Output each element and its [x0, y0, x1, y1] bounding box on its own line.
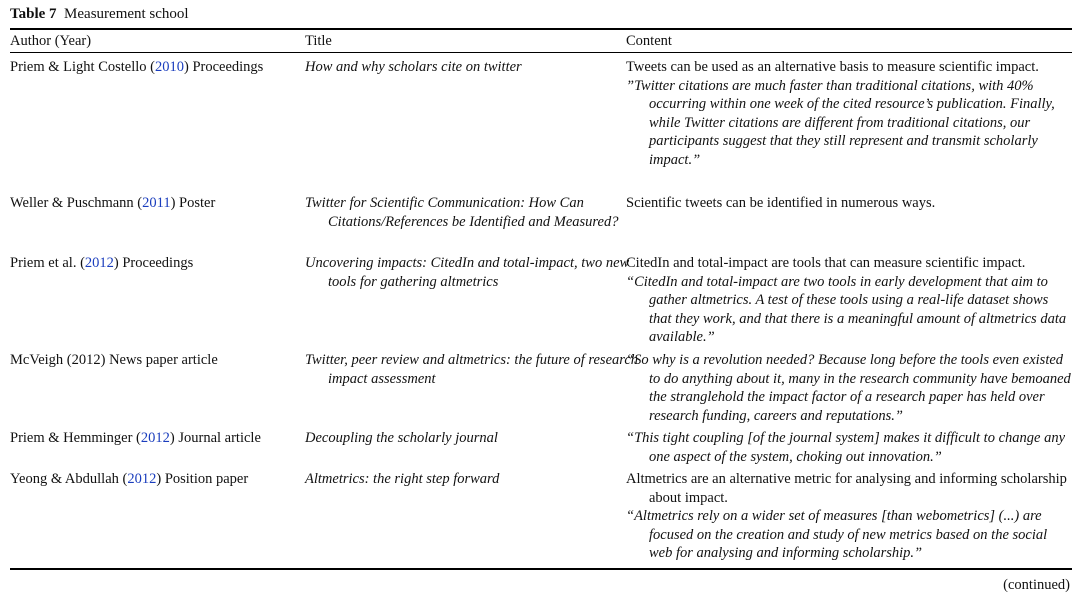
content-quote: “So why is a revolution needed? Because long before the tools even existed to do anything about it, many in the research community have bemoaned the stranglehold the impact factor of a research paper has held over research funding, careers and reputations.” — [626, 352, 1071, 424]
year-link[interactable]: 2012 — [140, 430, 170, 446]
content-quote: “CitedIn and total-impact are two tools in early development that aim to gather altmetrics. A test of these tools using a real-life dataset shows that they work, and that there is a meaningful amount of altmetrics data available.” — [626, 273, 1067, 346]
content-summary: Tweets can be used as an alternative basis to measure scientific impact. — [626, 59, 1039, 75]
content-cell — [626, 351, 1072, 425]
content-quote: “This tight coupling [of the journal system] makes it difficult to change any one aspect of the system, choking out innovation.” — [626, 430, 1066, 465]
content-summary: Scientific tweets can be identified in numerous ways. — [626, 195, 936, 211]
continued-note: (continued) — [1003, 577, 1070, 593]
author-cell: McVeigh (2012) News paper article — [10, 352, 218, 368]
year-link[interactable]: 2010 — [155, 59, 184, 75]
table-caption — [10, 5, 189, 24]
header-author: Author (Year) — [10, 33, 92, 49]
header-rule — [10, 52, 1072, 53]
title-cell: Altmetrics: the right step forward — [305, 471, 500, 487]
year-link[interactable]: 2012 — [84, 255, 114, 271]
title-cell: Decoupling the scholarly journal — [305, 430, 498, 446]
title-cell: Twitter, peer review and altmetrics: the future of research impact assessment — [305, 352, 639, 387]
content-summary: CitedIn and total-impact are tools that can measure scientific impact. — [626, 255, 1026, 271]
bottom-rule — [10, 568, 1072, 570]
table-title: Measurement school — [64, 6, 189, 22]
author-cell: Priem & Hemminger (2012) Journal article — [10, 430, 261, 446]
author-cell: Yeong & Abdullah (2012) Position paper — [10, 471, 249, 487]
content-quote: ”Twitter citations are much faster than traditional citations, with 40% occurring within one week of the cited resource’s publication. Finally, while Twitter citations are different from traditional citations, our participants suggest that they still represent and transmit scholarly impact.” — [626, 77, 1055, 168]
table-label: Table 7 — [10, 6, 57, 22]
content-cell — [626, 429, 1072, 466]
header-content: Content — [626, 33, 672, 49]
content-cell — [626, 254, 1072, 347]
content-cell — [626, 470, 1072, 563]
year-link[interactable]: 2012 — [127, 471, 157, 487]
title-cell: Twitter for Scientific Communication: How Can Citations/References be Identified and Measured? — [305, 195, 619, 230]
content-cell — [626, 194, 1072, 213]
author-cell: Weller & Puschmann (2011) Poster — [10, 195, 216, 211]
author-cell: Priem & Light Costello (2010) Proceedings — [10, 59, 264, 75]
year-link[interactable]: 2011 — [142, 195, 171, 211]
content-cell — [626, 58, 1072, 170]
top-rule — [10, 28, 1072, 30]
title-cell: Uncovering impacts: CitedIn and total-impact, two new tools for gathering altmetrics — [305, 255, 630, 290]
author-cell: Priem et al. (2012) Proceedings — [10, 255, 194, 271]
content-summary: Altmetrics are an alternative metric for analysing and informing scholarship about impact. — [626, 471, 1067, 506]
header-title: Title — [305, 33, 332, 49]
content-quote: “Altmetrics rely on a wider set of measures [than webometrics] (...) are focused on the creation and study of new metrics based on the social web for analysing and informing scholarship.” — [626, 508, 1048, 562]
title-cell: How and why scholars cite on twitter — [305, 59, 522, 75]
